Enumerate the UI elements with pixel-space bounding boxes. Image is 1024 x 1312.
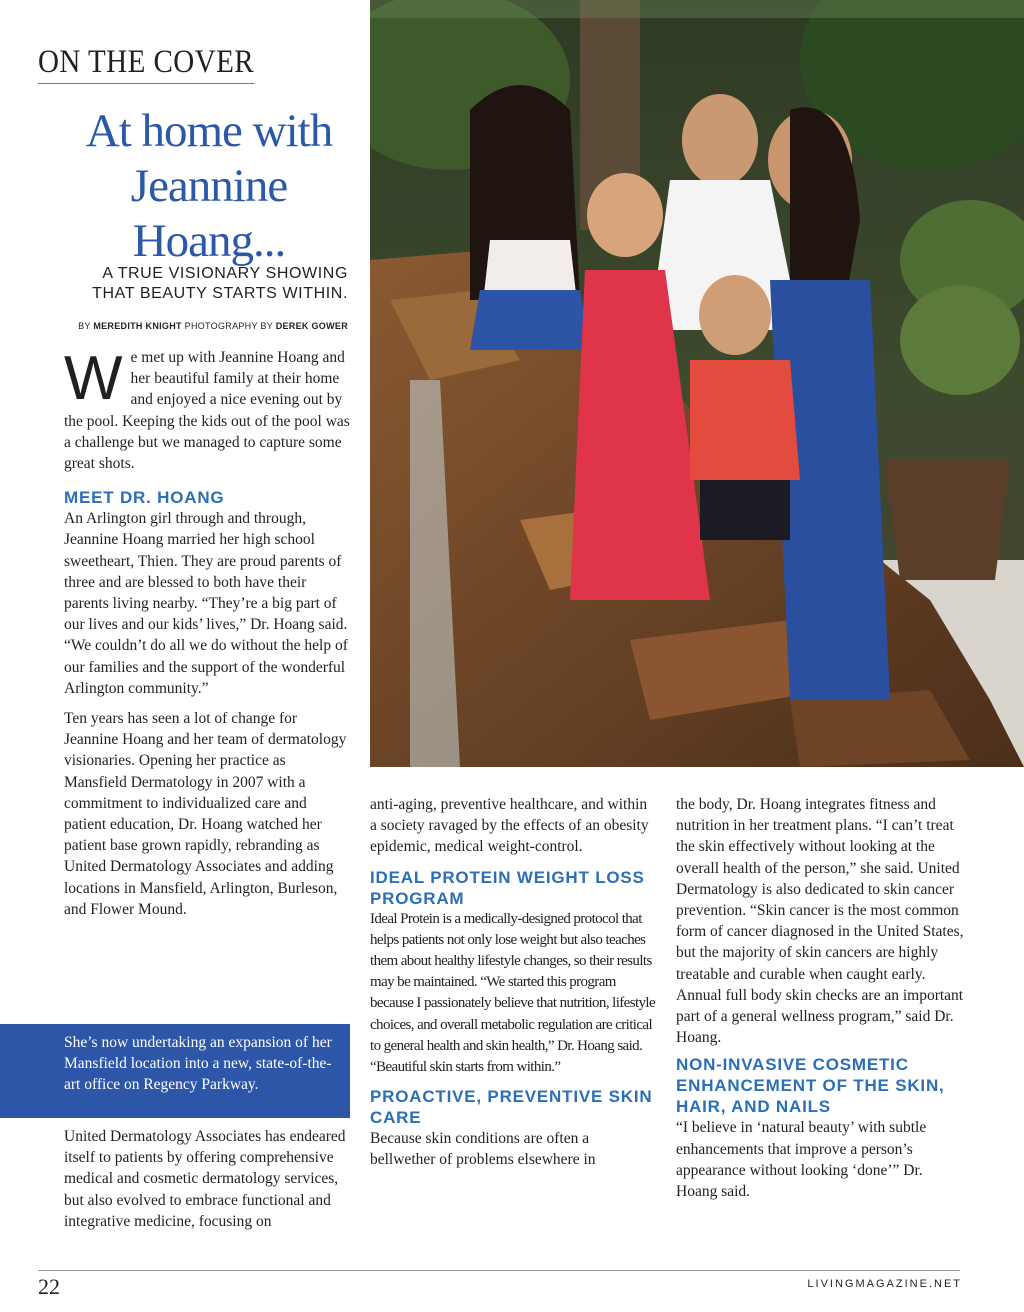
pull-quote-text: She’s now undertaking an expansion of her Mansfield location into a new, state-of-the-art office on Regency Parkway.: [64, 1034, 332, 1094]
heading-non-invasive: NON-INVASIVE COSMETIC ENHANCEMENT OF THE SKIN, HAIR, AND NAILS: [676, 1055, 945, 1117]
paragraph-col2-continued: anti-aging, preventive healthcare, and within a society ravaged by the effects of an obesity epidemic, medical weight-control.: [370, 796, 649, 856]
paragraph-ideal-protein: Ideal Protein is a medically-designed protocol that helps patients not only lose weight but also teaches them about healthy lifestyle changes, so their results may be maintained. “We started this program because I passionately believe that nutrition, lifestyle choices, and overall metabolic regulation are critical to general health and skin health,” Dr. Hoang said. “Beautiful skin starts from within.”: [370, 910, 656, 1076]
paragraph-col3-continued: the body, Dr. Hoang integrates fitness and nutrition in her treatment plans. “I can’t treat the skin effectively without looking at the overall health of the person,” she said. United Dermatology is also dedicated to skin cancer prevention. “Skin cancer is the most common form of cancer diagnosed in the United States, but the majority of skin cancers are highly treatable and curable when caught early. Annual full body skin checks are an important part of a general wellness program,” said Dr. Hoang.: [676, 796, 964, 1047]
paragraph-non-invasive: “I believe in ‘natural beauty’ with subtle enhancements that improve a person’s appearance without looking ‘done’” Dr. Hoang said.: [676, 1119, 927, 1201]
intro-paragraph: [64, 346, 350, 474]
article-column-2: [370, 794, 656, 1171]
byline-photo-prefix: PHOTOGRAPHY BY: [184, 321, 273, 331]
article-column-1-continued: [64, 1126, 350, 1232]
family-photo-illustration: [370, 0, 1024, 767]
family-cover-photo: [370, 0, 1024, 767]
paragraph-meet: An Arlington girl through and through, Jeannine Hoang married her high school sweetheart, Thien. They are proud parents of three and are blessed to both have their parents living nearby. “They’re a big part of our lives and our kids’ lives,” Dr. Hoang said. “We couldn’t do all we do without the help of our families and the support of the wonderful Arlington community.”: [64, 510, 348, 697]
heading-proactive: PROACTIVE, PREVENTIVE SKIN CARE: [370, 1087, 653, 1128]
drop-cap: W: [64, 344, 123, 413]
byline: [70, 321, 348, 331]
heading-ideal-protein: IDEAL PROTEIN WEIGHT LOSS PROGRAM: [370, 867, 645, 908]
heading-meet-dr-hoang: MEET DR. HOANG: [64, 488, 225, 508]
article-headline: At home with Jeannine Hoang...: [85, 105, 333, 267]
article-column-3: [676, 794, 966, 1202]
pull-quote: [0, 1024, 350, 1118]
section-label: ON THE COVER: [38, 44, 254, 84]
byline-photographer: DEREK GOWER: [275, 321, 348, 331]
site-url[interactable]: LIVINGMAGAZINE.NET: [807, 1278, 962, 1290]
paragraph-proactive: Because skin conditions are often a bellwether of problems elsewhere in: [370, 1130, 596, 1169]
byline-by: BY: [78, 321, 91, 331]
intro-text: e met up with Jeannine Hoang and her beautiful family at their home and enjoyed a nice evening out by the pool. Keeping the kids out of the pool was a challenge but we managed to capture some great shots.: [64, 349, 350, 473]
page-number: 22: [38, 1274, 60, 1299]
article-column-1: [64, 346, 350, 920]
paragraph-uda: United Dermatology Associates has endeared itself to patients by offering comprehensive medical and cosmetic dermatology services, but also evolved to embrace functional and integrative medicine, focusing on: [64, 1128, 346, 1230]
article-subtitle: A TRUE VISIONARY SHOWING THAT BEAUTY STARTS WITHIN.: [92, 265, 348, 302]
paragraph-ten-years: Ten years has seen a lot of change for Jeannine Hoang and her team of dermatology visionaries. Opening her practice as Mansfield Dermatology in 2007 with a commitment to individualized care and patient education, Dr. Hoang watched her patient base grown rapidly, rebranding as United Dermatology Associates and adding locations in Mansfield, Arlington, Burleson, and Flower Mound.: [64, 710, 347, 918]
footer-rule: [38, 1270, 960, 1271]
byline-author: MEREDITH KNIGHT: [93, 321, 182, 331]
